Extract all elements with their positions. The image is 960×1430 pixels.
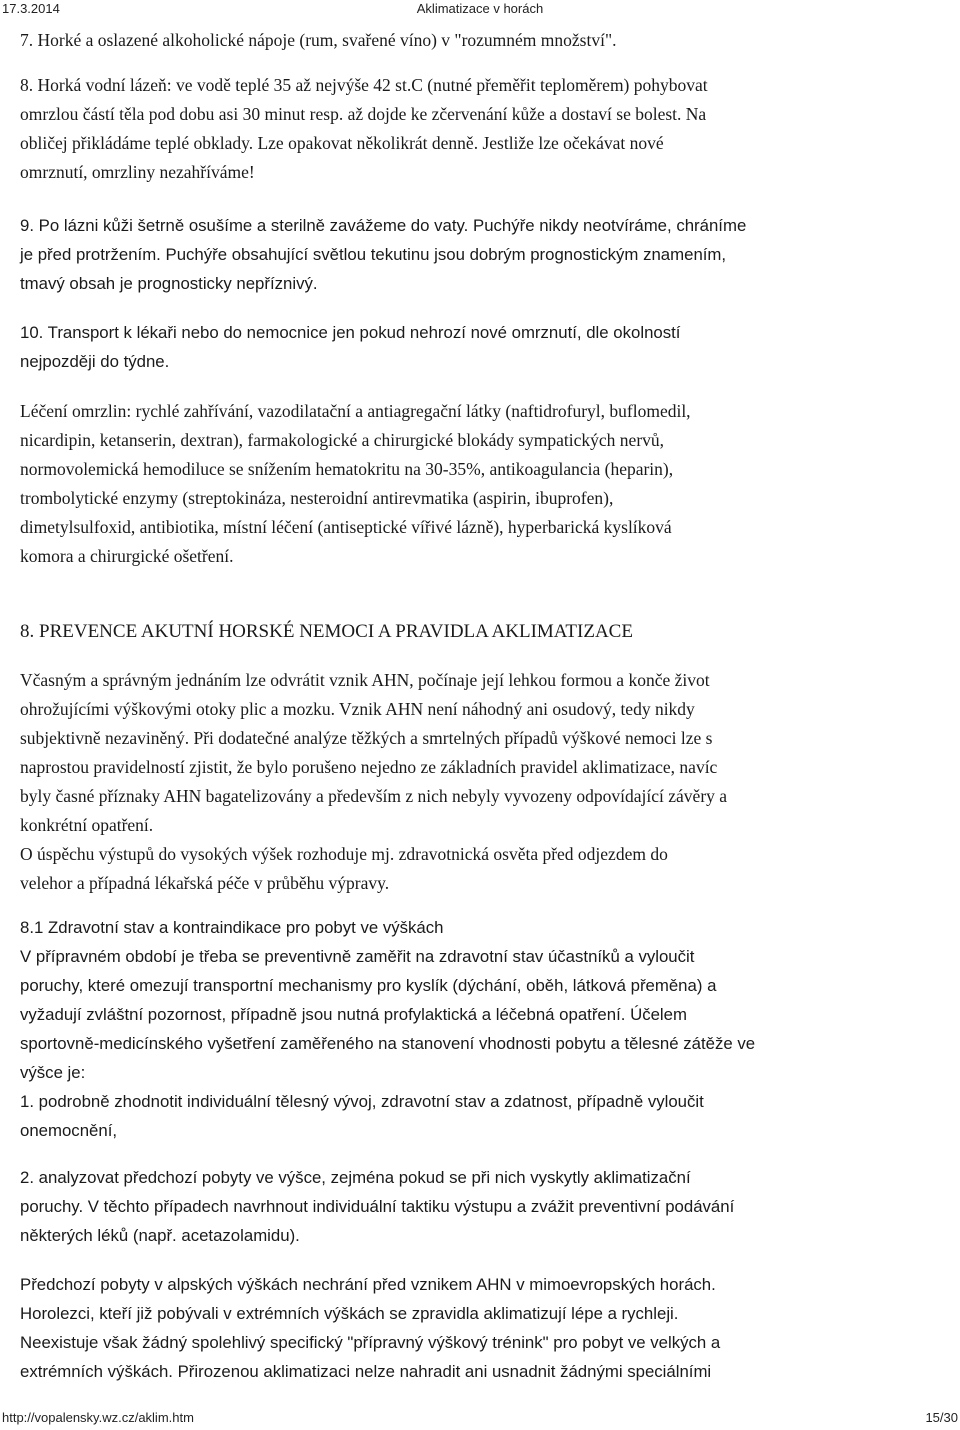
text-line: 8. Horká vodní lázeň: ve vodě teplé 35 až nejvýše 42 st.C (nutné přeměřit teploměrem) pohybovat (20, 75, 708, 95)
item-9-drying (20, 211, 940, 298)
item-8-hot-bath (20, 71, 940, 187)
text-line: konkrétní opatření. (20, 815, 154, 835)
point-2 (20, 1163, 940, 1250)
text-line: komora a chirurgické ošetření. (20, 546, 234, 566)
text-line: dimetylsulfoxid, antibiotika, místní léčení (antiseptické vířivé lázně), hyperbarická kyslíková (20, 517, 672, 537)
item-7 (20, 26, 940, 55)
text-line: nicardipin, ketanserin, dextran), farmakologické a chirurgické blokády sympatických nervů, (20, 430, 665, 450)
text-line: 1. podrobně zhodnotit individuální tělesný vývoj, zdravotní stav a zdatnost, případně vyloučit (20, 1092, 704, 1111)
text-line: obličej přikládáme teplé obklady. Lze opakovat několikrát denně. Jestliže lze očekávat nové (20, 133, 664, 153)
text-line: některých léků (např. acetazolamidu). (20, 1226, 300, 1245)
text-line: omrzlou částí těla pod dobu asi 30 minut resp. až dojde ke zčervenání kůže a dostaví se bolest. Na (20, 104, 707, 124)
text-line: naprostou pravidelností zjistit, že bylo porušeno nejedno ze základních pravidel aklimatizace, navíc (20, 757, 718, 777)
text-line: extrémních výškách. Přirozenou aklimatizaci nelze nahradit ani usnadnit žádnými speciálními (20, 1362, 712, 1381)
text-line: trombolytické enzymy (streptokináza, nesteroidní antirevmatika (aspirin, ibuprofen), (20, 488, 614, 508)
print-title: Aklimatizace v horách (416, 1, 544, 16)
section-heading (20, 617, 940, 646)
section-heading-text: 8. PREVENCE AKUTNÍ HORSKÉ NEMOCI A PRAVIDLA AKLIMATIZACE (20, 621, 633, 642)
text-line: byly časné příznaky AHN bagatelizovány a především z nich nebyly vyvozeny odpovídající závěry a (20, 786, 728, 806)
text-line: poruchy, které omezují transportní mechanismy pro kyslík (dýchání, oběh, látková přeměna) a (20, 976, 717, 995)
text-line: Léčení omrzlin: rychlé zahřívání, vazodilatační a antiagregační látky (naftidrofuryl, buflomedil, (20, 401, 691, 421)
treatment-paragraph (20, 397, 940, 571)
text-line: velehor a případná lékařská péče v průběhu výpravy. (20, 873, 390, 893)
text-line: 7. Horké a oslazené alkoholické nápoje (rum, svařené víno) v "rozumném množství". (20, 30, 617, 50)
text-line: nejpozději do týdne. (20, 352, 170, 371)
prevention-paragraph (20, 666, 940, 898)
text-line: V přípravném období je třeba se preventivně zaměřit na zdravotní stav účastníků a vyloučit (20, 947, 695, 966)
print-footer (0, 1410, 960, 1430)
text-line: Horolezci, kteří již pobývali v extrémních výškách se zpravidla aklimatizují lépe a rychleji. (20, 1304, 679, 1323)
text-line: 8.1 Zdravotní stav a kontraindikace pro pobyt ve výškách (20, 918, 444, 937)
text-line: ohrožujícími výškovými otoky plic a mozku. Vznik AHN není náhodný ani osudový, tedy nikdy (20, 699, 695, 719)
text-line: 10. Transport k lékaři nebo do nemocnice jen pokud nehrozí nové omrznutí, dle okolností (20, 323, 681, 342)
text-line: je před protržením. Puchýře obsahující světlou tekutinu jsou dobrým prognostickým znamením, (20, 245, 727, 264)
item-10-transport (20, 318, 940, 376)
text-line: onemocnění, (20, 1121, 118, 1140)
text-line: subjektivně nezaviněný. Při dodatečné analýze těžkých a smrtelných případů výškové nemoci lze s (20, 728, 713, 748)
text-line: výšce je: (20, 1063, 86, 1082)
page-number: 15/30 (925, 1410, 958, 1425)
text-line: vyžadují zvláštní pozornost, případně jsou nutná profylaktická a léčebná opatření. Účelem (20, 1005, 687, 1024)
text-line: Neexistuje však žádný spolehlivý specifický "přípravný výškový trénink" pro pobyt ve velkých a (20, 1333, 721, 1352)
text-line: normovolemická hemodiluce se snížením hematokritu na 30-35%, antikoagulancia (heparin), (20, 459, 674, 479)
text-line: tmavý obsah je prognosticky nepříznivý. (20, 274, 318, 293)
print-header (0, 0, 960, 22)
previous-stays-paragraph (20, 1270, 940, 1386)
text-line: omrznutí, omrzliny nezahříváme! (20, 162, 255, 182)
subsection-health (20, 913, 940, 1145)
text-line: Včasným a správným jednáním lze odvrátit vznik AHN, počínaje její lehkou formou a konče život (20, 670, 710, 690)
text-line: poruchy. V těchto případech navrhnout individuální taktiku výstupu a zvážit preventivní podávání (20, 1197, 735, 1216)
print-url: http://vopalensky.wz.cz/aklim.htm (2, 1410, 194, 1425)
text-line: sportovně-medicínského vyšetření zaměřeného na stanovení vhodnosti pobytu a tělesné zátěže ve (20, 1034, 756, 1053)
text-line: Předchozí pobyty v alpských výškách nechrání před vznikem AHN v mimoevropských horách. (20, 1275, 716, 1294)
text-line: 2. analyzovat předchozí pobyty ve výšce, zejména pokud se při nich vyskytly aklimatizační (20, 1168, 691, 1187)
text-line: 9. Po lázni kůži šetrně osušíme a sterilně zavážeme do vaty. Puchýře nikdy neotvíráme, chráníme (20, 216, 747, 235)
text-line: O úspěchu výstupů do vysokých výšek rozhoduje mj. zdravotnická osvěta před odjezdem do (20, 844, 668, 864)
print-date: 17.3.2014 (2, 1, 60, 16)
